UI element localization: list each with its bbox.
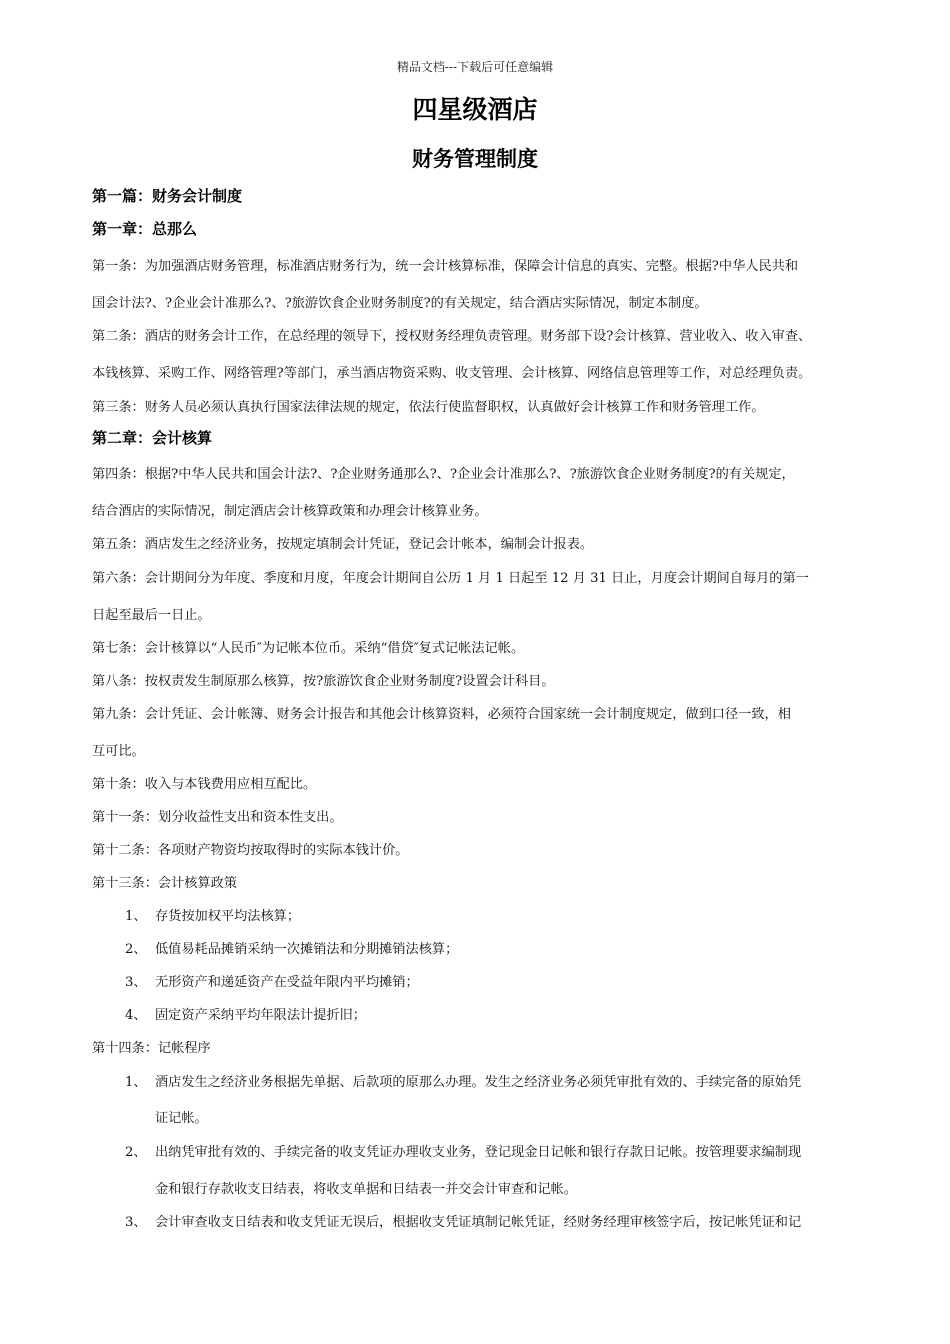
article-11: 第十一条：划分收益性支出和资本性支出。 xyxy=(92,810,343,825)
policy-list-item xyxy=(125,971,419,990)
list-number: 1、 xyxy=(125,1075,147,1090)
article-6-line-1: 第六条：会计期间分为年度、季度和月度，年度会计期间自公历 1 月 1 日起至 12 月 31 日止，月度会计期间自每月的第一 xyxy=(92,571,809,586)
list-text: 存货按加权平均法核算； xyxy=(155,909,301,924)
article-3: 第三条：财务人员必须认真执行国家法律法规的规定，依法行使监督职权，认真做好会计核算工作和财务管理工作。 xyxy=(92,400,765,415)
article-6-line-2: 日起至最后一日止。 xyxy=(92,608,211,623)
list-text: 酒店发生之经济业务根据先单据、后款项的原那么办理。发生之经济业务必须凭审批有效的、手续完备的原始凭 xyxy=(155,1075,802,1090)
article-2-line-2: 本钱核算、采购工作、网络管理?等部门，承当酒店物资采购、收支管理、会计核算、网络信息管理等工作，对总经理负责。 xyxy=(92,366,812,381)
document-subtitle: 财务管理制度 xyxy=(412,146,538,171)
article-4-line-2: 结合酒店的实际情况，制定酒店会计核算政策和办理会计核算业务。 xyxy=(92,504,488,519)
list-number: 2、 xyxy=(125,1145,147,1160)
list-text: 低值易耗品摊销采纳一次摊销法和分期摊销法核算； xyxy=(155,942,459,957)
procedure-list-item xyxy=(125,1141,801,1160)
article-12: 第十二条：各项财产物资均按取得时的实际本钱计价。 xyxy=(92,843,409,858)
procedure-list-item xyxy=(125,1071,801,1090)
article-7: 第七条：会计核算以“人民币″为记帐本位币。采纳“借贷″复式记帐法记帐。 xyxy=(92,641,525,656)
part-heading: 第一篇：财务会计制度 xyxy=(92,187,243,205)
chapter-heading-1: 第一章：总那么 xyxy=(92,220,198,238)
article-10: 第十条：收入与本钱费用应相互配比。 xyxy=(92,777,317,792)
article-4-line-1: 第四条：根据?中华人民共和国会计法?、?企业财务通那么?、?企业会计准那么?、?旅游饮食企业财务制度?的有关规定， xyxy=(92,467,795,482)
list-text: 固定资产采纳平均年限法计提折旧； xyxy=(155,1008,366,1023)
list-text: 会计审查收支日结表和收支凭证无误后，根据收支凭证填制记帐凭证，经财务经理审核签字后，按记帐凭证和记 xyxy=(155,1215,802,1230)
article-8: 第八条：按权责发生制原那么核算，按?旅游饮食企业财务制度?设置会计科目。 xyxy=(92,674,555,689)
article-2-line-1: 第二条：酒店的财务会计工作，在总经理的领导下，授权财务经理负责管理。财务部下设?会计核算、营业收入、收入审查、 xyxy=(92,329,812,344)
article-13: 第十三条：会计核算政策 xyxy=(92,876,238,891)
policy-list-item xyxy=(125,938,458,957)
policy-list-item xyxy=(125,1004,366,1023)
list-number: 3、 xyxy=(125,1215,147,1230)
list-number: 2、 xyxy=(125,942,147,957)
article-14: 第十四条：记帐程序 xyxy=(92,1041,211,1056)
list-number: 4、 xyxy=(125,1008,147,1023)
article-9-line-1: 第九条：会计凭证、会计帐簿、财务会计报告和其他会计核算资料，必须符合国家统一会计制度规定，做到口径一致，相 xyxy=(92,707,791,722)
list-text: 无形资产和递延资产在受益年限内平均摊销； xyxy=(155,975,419,990)
article-5: 第五条：酒店发生之经济业务，按规定填制会计凭证，登记会计帐本，编制会计报表。 xyxy=(92,537,594,552)
document-title: 四星级酒店 xyxy=(412,95,538,124)
article-9-line-2: 互可比。 xyxy=(92,744,145,759)
policy-list-item xyxy=(125,905,300,924)
page-header: 精品文档---下载后可任意编辑 xyxy=(396,60,554,74)
list-continuation: 金和银行存款收支日结表，将收支单据和日结表一并交会计审查和记帐。 xyxy=(155,1182,577,1197)
chapter-heading-2: 第二章：会计核算 xyxy=(92,429,213,447)
list-number: 3、 xyxy=(125,975,147,990)
list-continuation: 证记帐。 xyxy=(155,1111,208,1126)
article-1-line-1: 第一条：为加强酒店财务管理，标准酒店财务行为，统一会计核算标准，保障会计信息的真实、完整。根据?中华人民共和 xyxy=(92,259,799,274)
list-text: 出纳凭审批有效的、手续完备的收支凭证办理收支业务，登记现金日记帐和银行存款日记帐。按管理要求编制现 xyxy=(155,1145,802,1160)
article-1-line-2: 国会计法?、?企业会计准那么?、?旅游饮食企业财务制度?的有关规定，结合酒店实际情况，制定本制度。 xyxy=(92,296,708,311)
procedure-list-item xyxy=(125,1211,801,1230)
list-number: 1、 xyxy=(125,909,147,924)
